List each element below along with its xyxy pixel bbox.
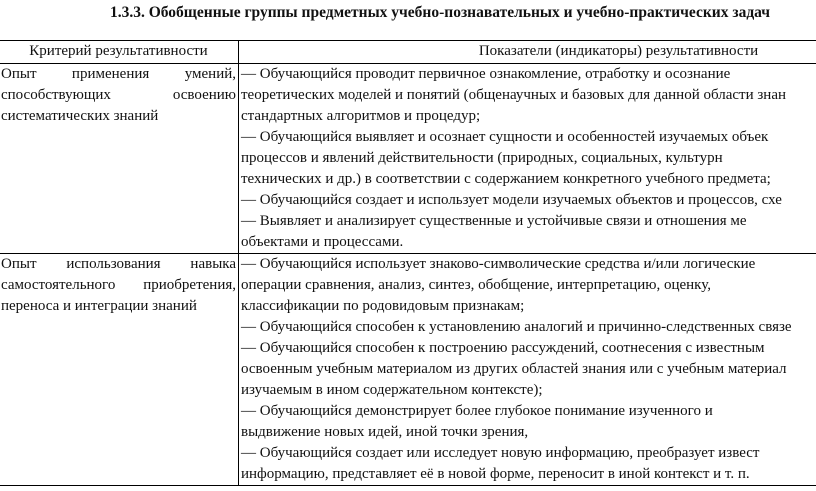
table-header-row bbox=[0, 41, 816, 64]
indicator-line: — Обучающийся проводит первичное ознакомление, отработку и осознание bbox=[241, 66, 731, 82]
indicator-line: объектами и процессами. bbox=[241, 234, 404, 250]
criterion-line: Опыт использования навыка bbox=[1, 256, 236, 272]
results-table bbox=[0, 40, 816, 486]
criterion-line: систематических знаний bbox=[1, 108, 159, 124]
header-criterion: Критерий результативности bbox=[0, 41, 239, 64]
indicator-line: — Обучающийся способен к построению рассуждений, соотнесения с известным bbox=[241, 340, 765, 356]
indicators-cell bbox=[239, 64, 816, 254]
criterion-cell bbox=[0, 64, 239, 254]
indicator-line: операции сравнения, анализ, синтез, обобщение, интерпретацию, оценку, bbox=[241, 277, 711, 293]
indicator-line: освоенным учебным материалом из других областей знания или с учебным материал bbox=[241, 361, 787, 377]
indicator-line: — Выявляет и анализирует существенные и устойчивые связи и отношения ме bbox=[241, 213, 747, 229]
indicator-line: информацию, представляет её в новой форме, переносит в иной контекст и т. п. bbox=[241, 466, 750, 482]
indicators-cell bbox=[239, 254, 816, 486]
indicator-line: изучаемым в ином содержательном контексте); bbox=[241, 382, 543, 398]
indicator-line: процессов и явлений действительности (природных, социальных, культурн bbox=[241, 150, 723, 166]
header-indicators: Показатели (индикаторы) результативности bbox=[239, 41, 816, 64]
table-row bbox=[0, 254, 816, 486]
indicator-line: — Обучающийся демонстрирует более глубокое понимание изученного и bbox=[241, 403, 713, 419]
table-row bbox=[0, 64, 816, 254]
indicator-line: классификации по родовидовым признакам; bbox=[241, 298, 525, 314]
indicator-line: — Обучающийся способен к установлению аналогий и причинно-следственных связе bbox=[241, 319, 792, 335]
indicator-line: — Обучающийся выявляет и осознает сущности и особенностей изучаемых объек bbox=[241, 129, 769, 145]
criterion-line: переноса и интеграции знаний bbox=[1, 298, 197, 314]
indicator-line: стандартных алгоритмов и процедур; bbox=[241, 108, 481, 124]
indicator-line: теоретических моделей и понятий (общенаучных и базовых для данной области знан bbox=[241, 87, 787, 103]
section-title: 1.3.3. Обобщенные группы предметных учебно-познавательных и учебно-практических задач bbox=[109, 4, 771, 21]
criterion-line: самостоятельного приобретения, bbox=[1, 277, 236, 293]
criterion-line: способствующих освоению bbox=[1, 87, 236, 103]
indicator-line: выдвижение новых идей, иной точки зрения, bbox=[241, 424, 529, 440]
criterion-line: Опыт применения умений, bbox=[1, 66, 236, 82]
indicator-line: — Обучающийся использует знаково-символические средства и/или логические bbox=[241, 256, 756, 272]
indicator-line: технических и др.) в соответствии с содержанием конкретного учебного предмета; bbox=[241, 171, 771, 187]
indicator-line: — Обучающийся создает и использует модели изучаемых объектов и процессов, схе bbox=[241, 192, 782, 208]
criterion-cell bbox=[0, 254, 239, 486]
indicator-line: — Обучающийся создает или исследует новую информацию, преобразует извест bbox=[241, 445, 760, 461]
